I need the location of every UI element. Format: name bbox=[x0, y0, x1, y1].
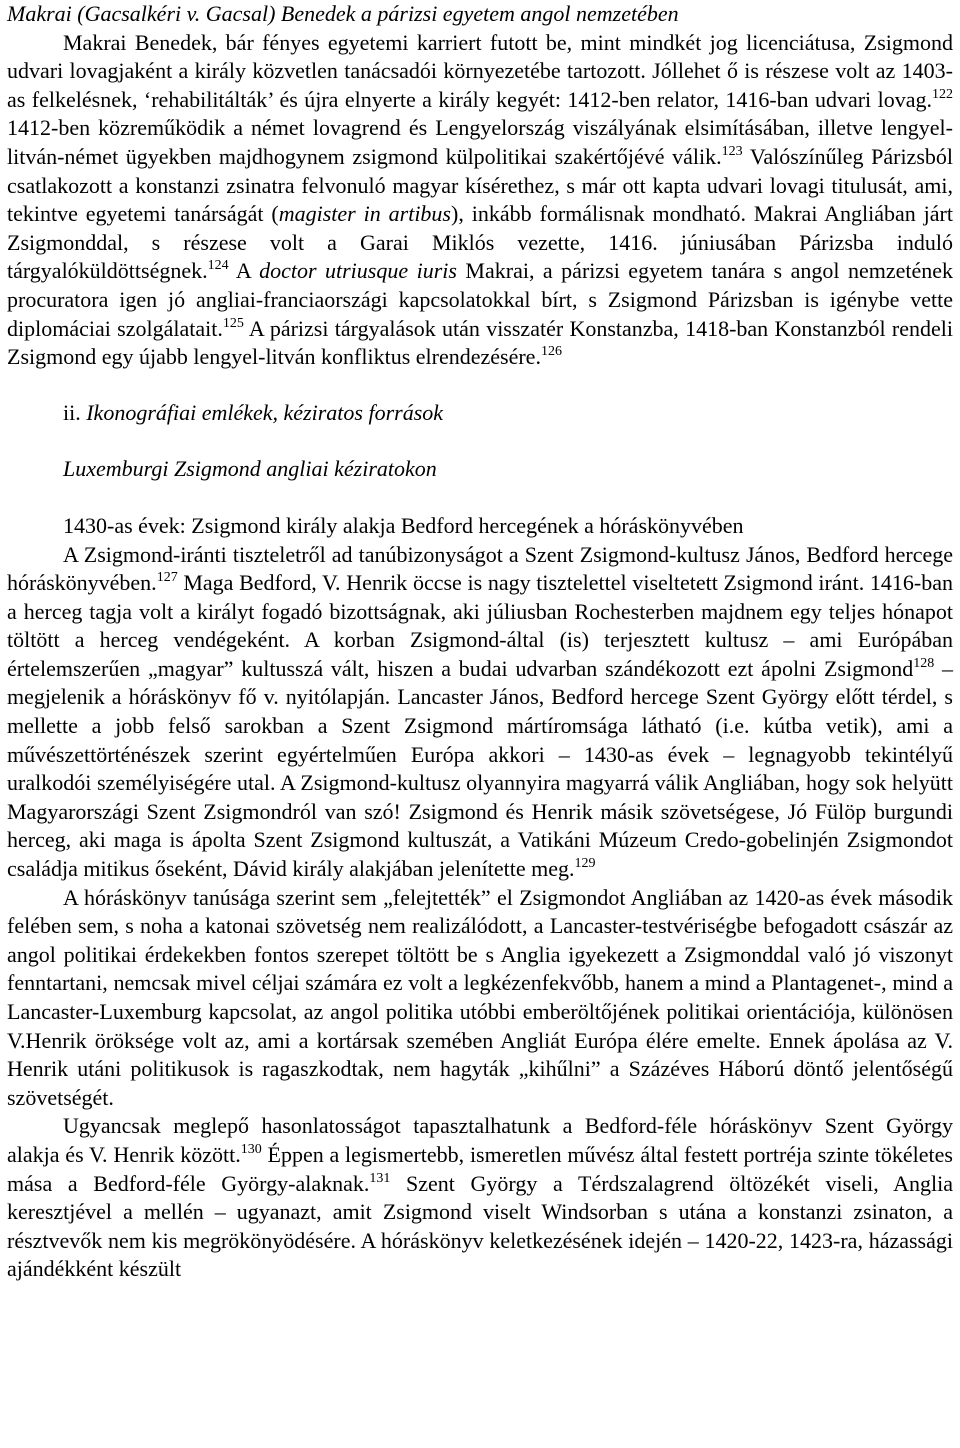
text-run: 1412-ben közreműködik a német lovagrend és Lengyelország viszályának elsimításában, illetve lengyel-litván-német ügyekben majdhogynem zsigmond külpolitikai szakértőjévé válik. bbox=[7, 115, 953, 169]
footnote-ref[interactable]: 123 bbox=[721, 143, 743, 159]
spacer bbox=[7, 484, 953, 512]
paragraph-szent-gyorgy bbox=[7, 1112, 953, 1284]
paragraph-bedford bbox=[7, 541, 953, 884]
spacer bbox=[7, 372, 953, 399]
latin-term: doctor utriusque iuris bbox=[259, 258, 457, 284]
paragraph-horaskonyv: A hóráskönyv tanúsága szerint sem „felejtették” el Zsigmondot Angliában az 1420-as évek második felében sem, s noha a katonai szövetség nem realizálódott, a Lancaster-testvériségbe befogadott császár az angol politikai érdekekben fontos szerepet töltött be s Anglia igyekezett a Zsigmonddal való jó viszonyt fenntartani, nemcsak mivel céljai számára ez volt a legkézenfekvőbb, hanem a mind a Plantagenet-, mind a Lancaster-Luxemburg kapcsolat, az angol politika utóbbi emberöltőjének politikai orientációja, különösen V.Henrik öröksége volt az, ami a kortársak szemében Angliát Európa élére emelte. Ennek ápolása az V. Henrik utáni politikusok is ragaszkodtak, nem hagyták „kihűlni” a Százéves Háború döntő jelentőségű szövetségét. bbox=[7, 884, 953, 1110]
footnote-ref[interactable]: 129 bbox=[574, 856, 596, 872]
text-run: Makrai, a párizsi egyetem tanára s angol nemzetének procuratora igen jó angliai-franciaországi kapcsolatokkal bírt, s Zsigmond Párizsban is igénybe vette diplomáciai szolgálatait. bbox=[7, 258, 953, 341]
text-run: Maga Bedford, V. Henrik öccse is nagy tisztelettel viseltetett Zsigmond iránt. 1416-ban a herceg tagja volt a királyt fogadó bizottságnak, aki júliusban Rochesterben majdnem egy teljes hónapot töltött a herceg vendégeként. A korban Zsigmond-által (is) terjesztett kultusz – ami Európában értelemszerűen „magyar” kultusszá vált, hiszen a budai udvarban szándékozott ezt ápolni Zsigmond bbox=[7, 570, 953, 681]
text-run: A Zsigmond-iránti tiszteletről ad tanúbizonyságot a Szent Zsigmond-kultusz János, Bedford hercege hóráskönyvében. bbox=[7, 541, 953, 596]
footnote-ref[interactable]: 130 bbox=[240, 1141, 262, 1157]
latin-term: magister in artibus bbox=[278, 201, 451, 227]
section-number: ii. bbox=[63, 399, 81, 425]
paragraph-makrai bbox=[7, 29, 953, 372]
text-run: Szent György a Térdszalagrend öltözékét viseli, Anglia keresztjével a mellén – ugyanazt, amit Zsigmond viselt Windsorban s utána a konstanzi zsinaton, a résztvevők nem kis megrökönyödésére. A hóráskönyv keletkezésének idején – 1420-22, 1423-ra, házassági ajándékként készült bbox=[7, 1170, 954, 1282]
footnote-ref[interactable]: 127 bbox=[156, 570, 178, 586]
subsection-heading bbox=[7, 455, 953, 484]
text-run: A párizsi tárgyalások után visszatér Konstanzba, 1418-ban Konstanzból rendeli Zsigmond egy újabb lengyel-litván konfliktus elrendezésére. bbox=[7, 315, 954, 370]
text-run: Makrai Benedek, bár fényes egyetemi karriert futott be, mint mindkét jog licenciátusa, Zsigmond udvari lovagjaként a király közvetlen tanácsadói környezetébe tartozott. Jóllehet ő is részese volt az 1403-as felkelésnek, ‘rehabilitálták’ és újra elnyerte a király kegyét: 1412-ben relator, 1416-ban udvari lovag. bbox=[7, 29, 953, 112]
section-title: Ikonográfiai emlékek, kéziratos források bbox=[86, 399, 444, 425]
entry-line: 1430-as évek: Zsigmond király alakja Bedford hercegének a hóráskönyvében bbox=[63, 512, 744, 538]
footnote-ref[interactable]: 128 bbox=[913, 655, 935, 671]
subsection-title: Luxemburgi Zsigmond angliai kéziratokon bbox=[63, 456, 437, 482]
footnote-ref[interactable]: 125 bbox=[222, 315, 244, 331]
footnote-ref[interactable]: 124 bbox=[207, 258, 229, 274]
text-run: Ugyancsak meglepő hasonlatosságot tapasztalhatunk a Bedford-féle hóráskönyv Szent György alakja és V. Henrik között. bbox=[7, 1113, 953, 1167]
footnote-ref[interactable]: 131 bbox=[369, 1170, 391, 1186]
text-run: A bbox=[228, 258, 260, 284]
text-run: – megjelenik a hóráskönyv fő v. nyitólapján. Lancaster János, Bedford hercege Szent György előtt térdel, s mellette a jobb felső sarokban a Szent Zsigmond mártíromsága látható (i.e. kútba vetik), ami a művészettörténészek szerint egyértelműen Európa akkori – 1430-as évek – legnagyobb tekintélyű uralkodói személyiségére utal. A Zsigmond-kultusz olyannyira magyarrá válik Angliában, hogy sok helyütt Magyarországi Szent Zsigmondról van szó! Zsigmond és Henrik másik szövetségese, Jó Fülöp burgundi herceg, aki maga is ápolta Szent Zsigmond kultuszát, a Vatikáni Múzeum Credo-gobelinjén Zsigmondot családja mitikus őseként, Dávid király alakjában jelenítette meg. bbox=[7, 655, 954, 882]
document-page bbox=[7, 0, 953, 1284]
text-run: Éppen a legismertebb, ismeretlen művész által festett portréja szinte tökéletes mása a Bedford-féle György-alaknak. bbox=[7, 1141, 953, 1196]
text-run: Valószínűleg Párizsból csatlakozott a konstanzi zsinatra felvonuló magyar kísérethez, s már ott kapta udvari lovagi titulusát, ami, tekintve egyetemi tanárságát ( bbox=[7, 143, 953, 227]
section-heading bbox=[7, 399, 953, 428]
footnote-ref[interactable]: 122 bbox=[932, 86, 953, 102]
text-run: ), inkább formálisnak mondható. Makrai Angliában járt Zsigmonddal, s részese volt a Garai Miklós vezette, 1416. júniusában Párizsba induló tárgyalóküldöttségnek. bbox=[7, 201, 953, 284]
footnote-ref[interactable]: 126 bbox=[540, 344, 562, 360]
continued-heading: Makrai (Gacsalkéri v. Gacsal) Benedek a párizsi egyetem angol nemzetében bbox=[7, 1, 679, 26]
spacer bbox=[7, 427, 953, 455]
